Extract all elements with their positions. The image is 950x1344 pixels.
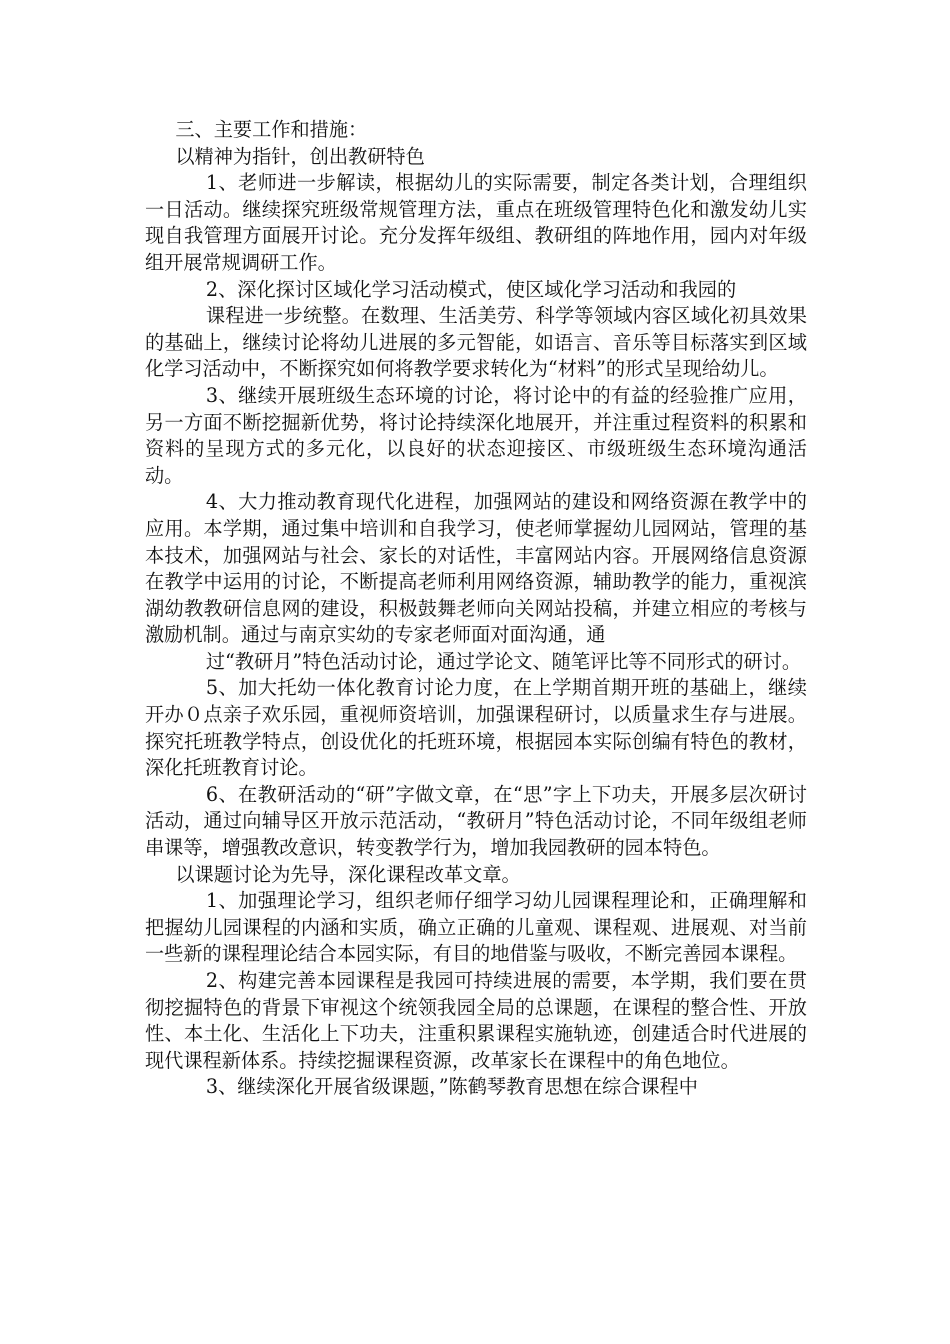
paragraph: 课程进一步统整。在数理、生活美劳、科学等领域内容区域化初具效果的基础上，继续讨论将幼儿进展的多元智能，如语言、音乐等目标落实到区域化学习活动中，不断探究如何将教学要求转化为“材料”的形式呈现给幼儿。 (145, 304, 807, 381)
subsection-heading: 以课题讨论为先导，深化课程改革文章。 (175, 862, 521, 886)
subsection-heading: 以精神为指针，创出教研特色 (175, 144, 425, 168)
paragraph: 3、继续开展班级生态环境的讨论，将讨论中的有益的经验推广应用，另一方面不断挖掘新优势，将讨论持续深化地展开，并注重过程资料的积累和资料的呈现方式的多元化，以良好的状态迎接区、市级班级生态环境沟通活动。 (145, 383, 807, 487)
paragraph: 2、深化探讨区域化学习活动模式，使区域化学习活动和我园的 (205, 277, 737, 301)
section-heading: 三、主要工作和措施： (175, 118, 368, 141)
paragraph: 2、构建完善本园课程是我园可持续进展的需要，本学期，我们要在贯彻挖掘特色的背景下审视这个统领我园全局的总课题，在课程的整合性、开放性、本土化、生活化上下功夫，注重积累课程实施轨迹，创建适合时代进展的现代课程新体系。持续挖掘课程资源，改革家长在课程中的角色地位。 (145, 969, 807, 1072)
paragraph: 6、在教研活动的“研”字做文章，在“思”字上下功夫，开展多层次研讨活动，通过向辅导区开放示范活动，“教研月”特色活动讨论，不同年级组老师串课等，增强教改意识，转变教学行为，增加我园教研的园本特色。 (145, 782, 807, 860)
paragraph: 4、大力推动教育现代化进程，加强网站的建设和网络资源在教学中的应用。本学期，通过集中培训和自我学习，使老师掌握幼儿园网站，管理的基本技术，加强网站与社会、家长的对话性，丰富网站内容。开展网络信息资源在教学中运用的讨论，不断提高老师利用网络资源，辅助教学的能力，重视滨湖幼教教研信息网的建设，积极鼓舞老师向关网站投稿，并建立相应的考核与激励机制。通过与南京实幼的专家老师面对面沟通，通 (145, 490, 807, 647)
document-body (145, 117, 807, 1101)
paragraph: 5、加大托幼一体化教育讨论力度，在上学期首期开班的基础上，继续开办０点亲子欢乐园，重视师资培训，加强课程研讨，以质量求生存与进展。探究托班教学特点，创设优化的托班环境，根据园本实际创编有特色的教材，深化托班教育讨论。 (145, 676, 807, 780)
paragraph: 1、老师进一步解读，根据幼儿的实际需要，制定各类计划，合理组织一日活动。继续探究班级常规管理方法，重点在班级管理特色化和激发幼儿实现自我管理方面展开讨论。充分发挥年级组、教研组的阵地作用，园内对年级组开展常规调研工作。 (145, 171, 807, 274)
paragraph: 3、继续深化开展省级课题，”陈鹤琴教育思想在综合课程中 (205, 1075, 698, 1099)
paragraph: 1、加强理论学习，组织老师仔细学习幼儿园课程理论和，正确理解和把握幼儿园课程的内涵和实质，确立正确的儿童观、课程观、进展观、对当前一些新的课程理论结合本园实际，有目的地借鉴与吸收，不断完善园本课程。 (145, 889, 807, 966)
paragraph: 过“教研月”特色活动讨论，通过学论文、随笔评比等不同形式的研讨。 (205, 649, 802, 673)
